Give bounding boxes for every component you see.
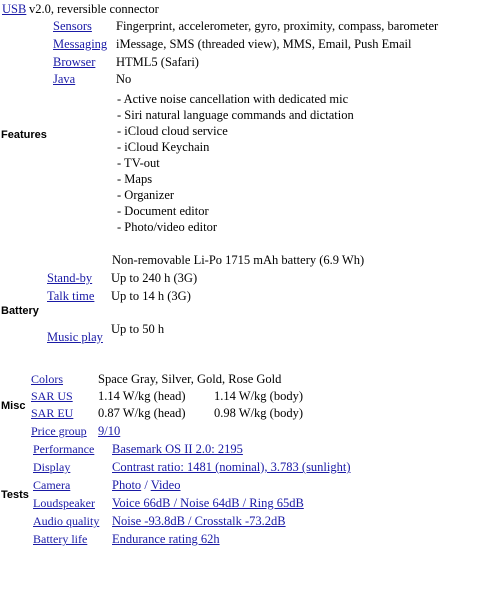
audio-quality-link[interactable]: Audio quality: [33, 514, 100, 528]
browser-link[interactable]: Browser: [53, 55, 96, 69]
section-tests: Tests: [1, 489, 29, 501]
messaging-value: iMessage, SMS (threaded view), MMS, Email, Push Email: [116, 37, 412, 51]
usb-link[interactable]: USB: [2, 2, 27, 16]
usb-value: v2.0, reversible connector: [29, 2, 159, 16]
price-group-value-link[interactable]: 9/10: [98, 424, 121, 438]
sar-eu-link[interactable]: SAR EU: [31, 406, 74, 420]
sar-us-link[interactable]: SAR US: [31, 389, 73, 403]
java-link[interactable]: Java: [53, 72, 76, 86]
sar-us-body: 1.14 W/kg (body): [214, 389, 303, 403]
section-features: Features: [1, 129, 47, 141]
sar-us-head: 1.14 W/kg (head): [98, 389, 186, 403]
standby-link[interactable]: Stand-by: [47, 271, 93, 285]
audio-quality-value-link[interactable]: Noise -93.8dB / Crosstalk -73.2dB: [112, 514, 286, 528]
feature-item: - Photo/video editor: [117, 220, 217, 234]
sensors-link[interactable]: Sensors: [53, 19, 92, 33]
feature-item: - iCloud Keychain: [117, 140, 210, 154]
camera-link[interactable]: Camera: [33, 478, 71, 492]
performance-value-link[interactable]: Basemark OS II 2.0: 2195: [112, 442, 243, 456]
section-battery: Battery: [1, 305, 39, 317]
feature-item: - Document editor: [117, 204, 209, 218]
colors-link[interactable]: Colors: [31, 372, 64, 386]
camera-separator: /: [141, 478, 151, 492]
browser-value: HTML5 (Safari): [116, 55, 199, 69]
music-play-value: Up to 50 h: [111, 322, 165, 336]
battery-life-link[interactable]: Battery life: [33, 532, 88, 546]
sar-eu-head: 0.87 W/kg (head): [98, 406, 186, 420]
music-play-link[interactable]: Music play: [47, 330, 103, 344]
talk-time-link[interactable]: Talk time: [47, 289, 95, 303]
camera-video-link[interactable]: Video: [150, 478, 181, 492]
price-group-link[interactable]: Price group: [31, 424, 87, 438]
feature-item: - Active noise cancellation with dedicated mic: [117, 92, 349, 106]
java-value: No: [116, 72, 132, 86]
display-link[interactable]: Display: [33, 460, 71, 474]
feature-item: - Maps: [117, 172, 153, 186]
section-misc: Misc: [1, 400, 26, 412]
messaging-link[interactable]: Messaging: [53, 37, 108, 51]
feature-item: - Siri natural language commands and dictation: [117, 108, 354, 122]
loudspeaker-value-link[interactable]: Voice 66dB / Noise 64dB / Ring 65dB: [112, 496, 304, 510]
battery-summary: Non-removable Li-Po 1715 mAh battery (6.9 Wh): [112, 253, 365, 267]
sar-eu-body: 0.98 W/kg (body): [214, 406, 303, 420]
standby-value: Up to 240 h (3G): [111, 271, 198, 285]
sensors-value: Fingerprint, accelerometer, gyro, proximity, compass, barometer: [116, 19, 439, 33]
loudspeaker-link[interactable]: Loudspeaker: [33, 496, 95, 510]
camera-value: [112, 477, 181, 493]
feature-item: - Organizer: [117, 188, 175, 202]
feature-item: - iCloud cloud service: [117, 124, 228, 138]
camera-photo-link[interactable]: Photo: [112, 478, 142, 492]
colors-value: Space Gray, Silver, Gold, Rose Gold: [98, 372, 282, 386]
talk-time-value: Up to 14 h (3G): [111, 289, 191, 303]
display-value-link[interactable]: Contrast ratio: 1481 (nominal), 3.783 (sunlight): [112, 460, 351, 474]
feature-item: - TV-out: [117, 156, 160, 170]
battery-life-value-link[interactable]: Endurance rating 62h: [112, 532, 220, 546]
performance-link[interactable]: Performance: [33, 442, 95, 456]
